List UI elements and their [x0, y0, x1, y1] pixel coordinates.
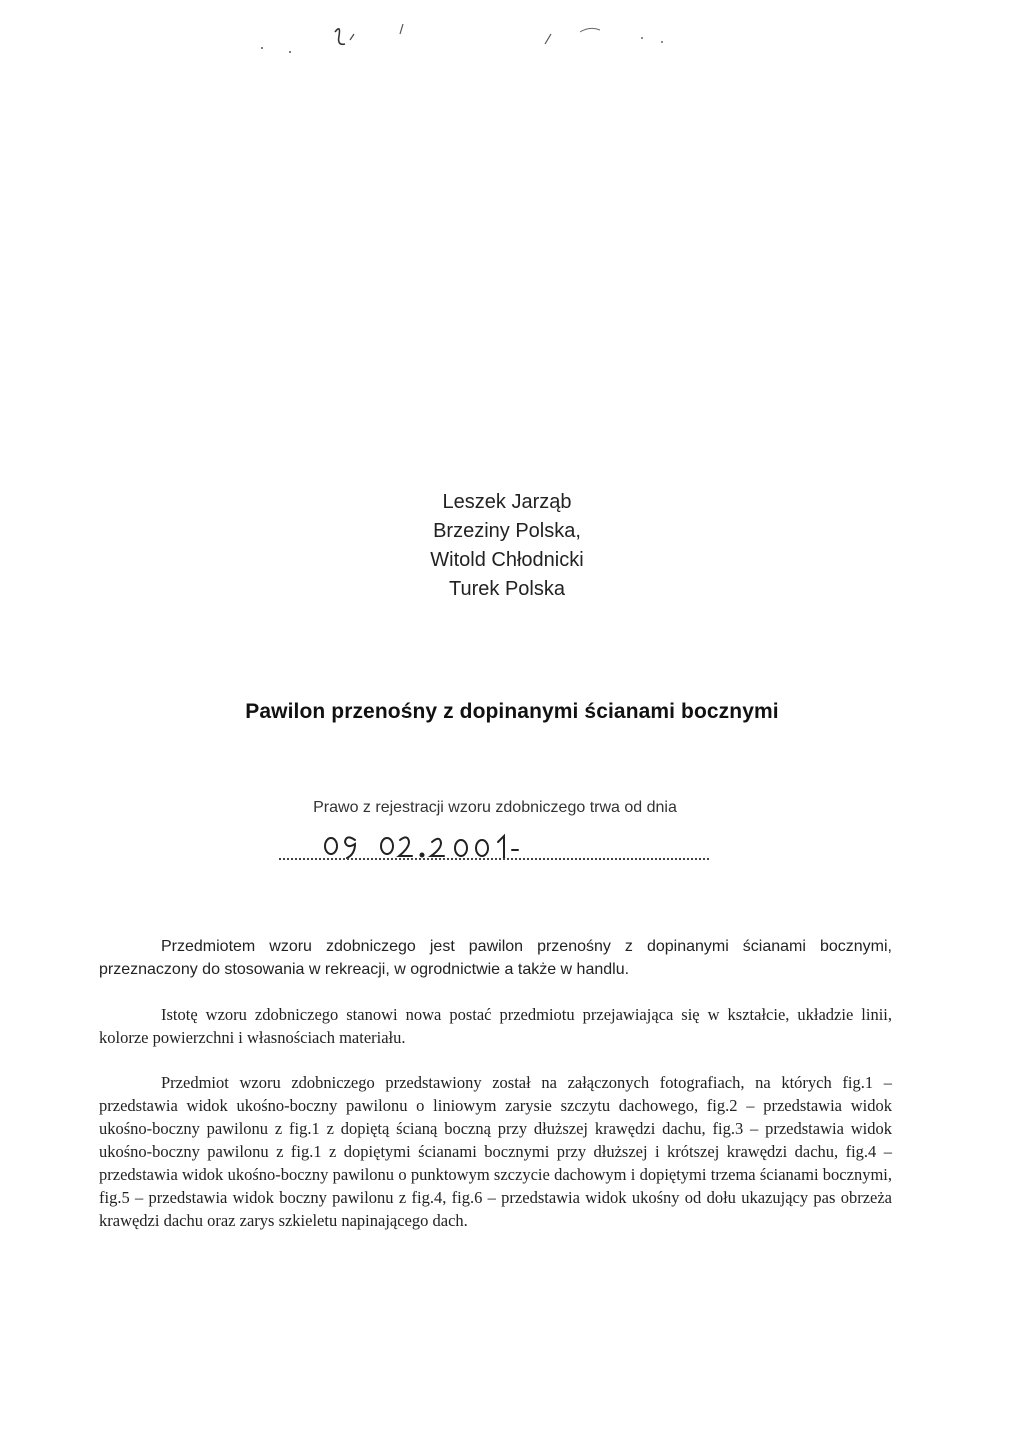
- author-line-1: Leszek Jarząb: [442, 491, 572, 513]
- author-line-4: Turek Polska: [449, 578, 565, 600]
- author-line-3: Witold Chłodnicki: [430, 549, 584, 571]
- paragraph-essence: Istotę wzoru zdobniczego stanowi nowa postać przedmiotu przejawiająca się w kształcie, układzie linii, kolorze powierzchni i własnościach materiału.: [99, 1005, 892, 1047]
- author-line-2: Brzeziny Polska,: [433, 520, 581, 542]
- paragraph-subject: Przedmiotem wzoru zdobniczego jest pawilon przenośny z dopinanymi ścianami bocznymi, przeznaczony do stosowania w rekreacji, w ogrodnictwie a także w handlu.: [99, 938, 892, 978]
- handwritten-date: [322, 826, 562, 866]
- registration-date-line: [279, 858, 709, 860]
- description-body: [99, 935, 892, 1254]
- registration-label: Prawo z rejestracji wzoru zdobniczego trwa od dnia: [313, 799, 677, 816]
- scan-artifact-marks: [250, 14, 710, 64]
- author-block: [0, 488, 1024, 604]
- paragraph-figures: Przedmiot wzoru zdobniczego przedstawiony został na załączonych fotografiach, na których fig.1 – przedstawia widok ukośno-boczny pawilonu o liniowym zarysie szczytu dachowego, fig.2 – przedstawia widok ukośno-boczny pawilonu z fig.1 z dopiętą ścianą boczną przy dłuższej krawędzi dachu, fig.3 – przedstawia widok ukośno-boczny pawilonu z fig.1 z dopiętymi ścianami bocznymi przy dłuższej i krótszej krawędzi dachu, fig.4 – przedstawia widok ukośno-boczny pawilonu o punktowym szczycie dachowym i dopiętymi trzema ścianami bocznymi, fig.5 – przedstawia widok boczny pawilonu z fig.4, fig.6 – przedstawia widok ukośny od dołu ukazujący pas obrzeża krawędzi dachu oraz zarys szkieletu napinającego dach.: [99, 1073, 892, 1230]
- document-title: Pawilon przenośny z dopinanymi ścianami bocznymi: [245, 700, 779, 723]
